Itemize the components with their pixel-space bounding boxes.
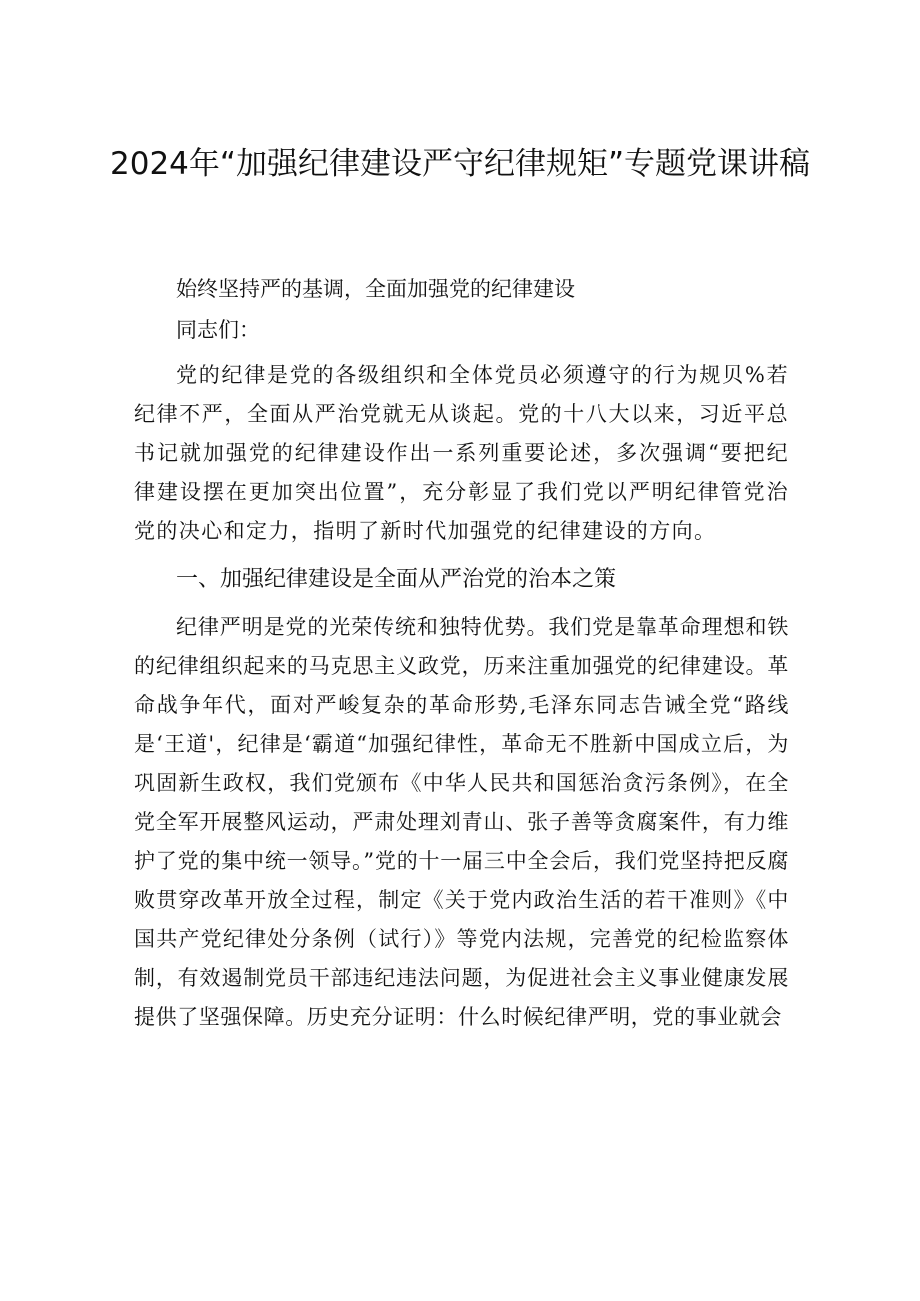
document-title: 2024年“加强纪律建设严守纪律规矩”专题党课讲稿 — [110, 146, 811, 182]
section-heading-1: 一、加强纪律建设是全面从严治党的治本之策 — [176, 567, 617, 592]
paragraph-history: 纪律严明是党的光荣传统和独特优势。我们党是靠革命理想和铁的纪律组织起来的马克思主义政党，历来注重加强党的纪律建设。革命战争年代，面对严峻复杂的革命形势,毛泽东同志告诫全党“路线是‘王道'，纪律是‘霸道“加强纪律性，革命无不胜新中国成立后，为巩固新生政权，我们党颁布《中华人民共和国惩治贪污条例》，在全党全军开展整风运动，严肃处理刘青山、张子善等贪腐案件，有力维护了党的集中统一领导。”党的十一届三中全会后，我们党坚持把反腐败贯穿改革开放全过程，制定《关于党内政治生活的若干准则》《中国共产党纪律处分条例（试行）》等党内法规，完善党的纪检监察体制，有效遏制党员干部违纪违法问题，为促进社会主义事业健康发展提供了坚强保障。历史充分证明：什么时候纪律严明，党的事业就会 — [134, 615, 789, 1029]
document-body — [134, 270, 789, 1037]
document-subtitle: 始终坚持严的基调，全面加强党的纪律建设 — [176, 277, 575, 301]
salutation: 同志们： — [176, 318, 260, 342]
paragraph-intro: 党的纪律是党的各级组织和全体党员必须遵守的行为规贝%若纪律不严，全面从严治党就无从谈起。党的十八大以来，习近平总书记就加强党的纪律建设作出一系列重要论述，多次强调“要把纪律建设摆在更加突出位置”，充分彰显了我们党以严明纪律管党治党的决心和定力，指明了新时代加强党的纪律建设的方向。 — [134, 363, 789, 543]
